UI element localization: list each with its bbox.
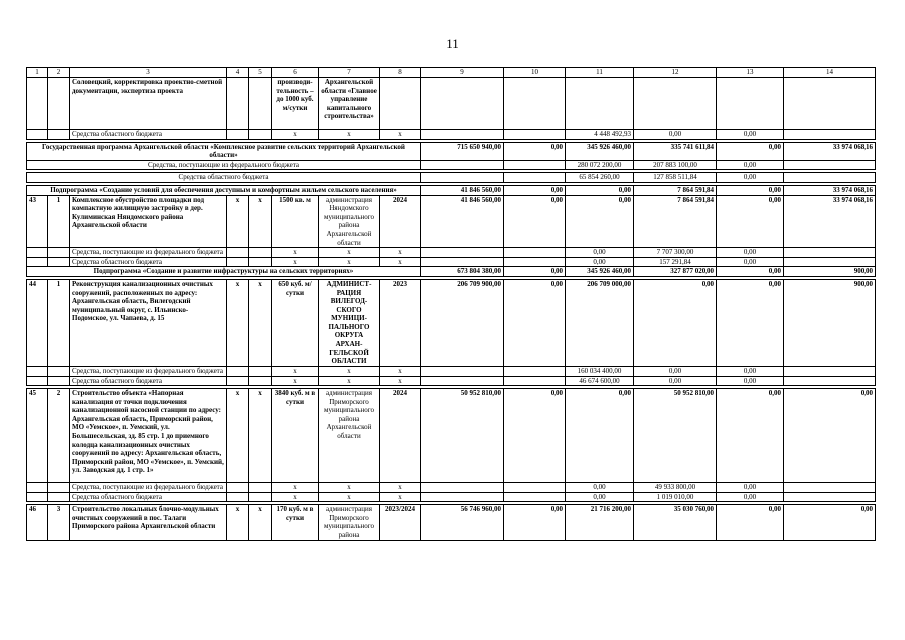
amount: 46 674 600,00 xyxy=(566,376,634,386)
table-row xyxy=(27,483,876,493)
funding-source: Средства, поступающие из федерального бюджета xyxy=(70,483,227,493)
col-num: 1 xyxy=(27,68,48,78)
cell: х xyxy=(272,483,319,493)
cell: х xyxy=(272,130,319,140)
cell: х xyxy=(249,279,272,366)
amount: 0,00 xyxy=(634,376,717,386)
col-num: 9 xyxy=(421,68,504,78)
capacity: 1500 кв. м xyxy=(272,195,319,248)
amount: 0,00 xyxy=(717,248,784,258)
cell xyxy=(504,78,566,130)
amount: 127 858 511,84 xyxy=(634,173,717,183)
funding-source: Средства областного бюджета xyxy=(27,173,421,183)
customer: администрация Няндомского муниципального района Архангельской области xyxy=(319,195,380,248)
cell: х xyxy=(227,389,249,483)
cell: х xyxy=(319,248,380,258)
cell: х xyxy=(227,195,249,248)
amount: 0,00 xyxy=(566,257,634,267)
cell: х xyxy=(227,279,249,366)
cell: х xyxy=(249,505,272,541)
cell: х xyxy=(227,505,249,541)
cell: х xyxy=(380,376,421,386)
amount: 7 864 591,84 xyxy=(634,185,717,195)
amount: 0,00 xyxy=(566,483,634,493)
cell: х xyxy=(319,376,380,386)
amount: 7 864 591,84 xyxy=(634,195,717,248)
col-num: 14 xyxy=(784,68,876,78)
amount: 0,00 xyxy=(717,160,784,170)
amount: 157 291,84 xyxy=(634,257,717,267)
table-row xyxy=(27,492,876,502)
cell: х xyxy=(319,492,380,502)
amount: 0,00 xyxy=(504,505,566,541)
amount: 0,00 xyxy=(717,130,784,140)
object-name: Строительство локальных блочно-модульных очистных сооружений в пос. Талаги Приморского района Архангельской области xyxy=(70,505,227,541)
amount: 900,00 xyxy=(784,267,876,277)
table-row xyxy=(27,248,876,258)
page-number: 11 xyxy=(446,36,459,51)
customer: администрация Приморского муниципального района Архангельской области xyxy=(319,389,380,483)
cell xyxy=(566,78,634,130)
amount: 0,00 xyxy=(717,195,784,248)
col-num: 6 xyxy=(272,68,319,78)
cell: х xyxy=(319,130,380,140)
col-num: 13 xyxy=(717,68,784,78)
cell: х xyxy=(272,248,319,258)
funding-source: Средства, поступающие из федерального бюджета xyxy=(70,248,227,258)
amount: 673 804 380,00 xyxy=(421,267,504,277)
amount: 0,00 xyxy=(717,389,784,483)
amount: 33 974 068,16 xyxy=(784,142,876,160)
amount: 50 952 810,00 xyxy=(634,389,717,483)
col-num: 4 xyxy=(227,68,249,78)
table-row xyxy=(27,173,876,183)
capacity: производи-тельность – до 1000 куб. м/сутки xyxy=(272,78,319,130)
customer: администрация Приморского муниципального района xyxy=(319,505,380,541)
amount: 0,00 xyxy=(717,185,784,195)
year: 2024 xyxy=(380,195,421,248)
table-row xyxy=(27,366,876,376)
amount: 65 854 260,00 xyxy=(566,173,634,183)
amount: 0,00 xyxy=(784,505,876,541)
object-name: Соловецкий, корректировка проектно-сметной документации, экспертиза проекта xyxy=(70,78,227,130)
funding-source: Средства, поступающие из федерального бюджета xyxy=(70,366,227,376)
amount: 0,00 xyxy=(717,492,784,502)
cell xyxy=(717,78,784,130)
funding-source: Средства, поступающие из федерального бюджета xyxy=(27,160,421,170)
capacity: 650 куб. м/сутки xyxy=(272,279,319,366)
amount: 335 741 611,84 xyxy=(634,142,717,160)
cell: х xyxy=(380,492,421,502)
amount: 56 746 960,00 xyxy=(421,505,504,541)
row-subnumber: 1 xyxy=(48,279,70,366)
subprogram-row xyxy=(27,267,876,277)
funding-source: Средства областного бюджета xyxy=(70,376,227,386)
amount: 0,00 xyxy=(566,492,634,502)
amount: 49 933 800,00 xyxy=(634,483,717,493)
amount: 715 650 940,00 xyxy=(421,142,504,160)
amount: 21 716 200,00 xyxy=(566,505,634,541)
amount: 0,00 xyxy=(634,366,717,376)
object-name: Строительство объекта «Напорная канализация от точки подключения канализационной насосной станции по адресу: Архангельская область, Приморский район, МО «Уемское», п. Уемский, ул. Большесельская, зд. 85 стр. 1 до приемного колодца канализационных очистных сооружений по адресу: Архангельская область, Приморский район, МО «Уемское», п. Уемский, ул. Заводская дд. 1 стр. 1» xyxy=(70,389,227,483)
cell xyxy=(784,78,876,130)
cell xyxy=(634,78,717,130)
amount: 0,00 xyxy=(717,505,784,541)
cell: х xyxy=(380,366,421,376)
amount: 0,00 xyxy=(504,142,566,160)
amount: 0,00 xyxy=(717,257,784,267)
cell: х xyxy=(380,483,421,493)
amount: 1 019 010,00 xyxy=(634,492,717,502)
col-num: 7 xyxy=(319,68,380,78)
amount: 7 707 300,00 xyxy=(634,248,717,258)
amount: 0,00 xyxy=(504,389,566,483)
amount: 41 846 560,00 xyxy=(421,185,504,195)
table-row xyxy=(27,78,876,130)
cell xyxy=(227,78,249,130)
amount: 206 709 900,00 xyxy=(421,279,504,366)
table-row xyxy=(27,279,876,366)
program-title: Государственная программа Архангельской области «Комплексное развитие сельских территорий Архангельской области» xyxy=(27,142,421,160)
funding-source: Средства областного бюджета xyxy=(70,257,227,267)
row-subnumber: 2 xyxy=(48,389,70,483)
col-num: 2 xyxy=(48,68,70,78)
amount: 0,00 xyxy=(634,130,717,140)
amount: 50 952 810,00 xyxy=(421,389,504,483)
amount: 0,00 xyxy=(504,267,566,277)
table-row xyxy=(27,195,876,248)
budget-table xyxy=(26,67,876,541)
funding-source: Средства областного бюджета xyxy=(70,130,227,140)
col-num: 12 xyxy=(634,68,717,78)
cell xyxy=(380,78,421,130)
amount: 35 030 760,00 xyxy=(634,505,717,541)
cell: х xyxy=(380,130,421,140)
amount: 0,00 xyxy=(717,279,784,366)
amount: 0,00 xyxy=(717,483,784,493)
row-subnumber: 1 xyxy=(48,195,70,248)
row-number: 46 xyxy=(27,505,48,541)
amount: 0,00 xyxy=(634,279,717,366)
year: 2023/2024 xyxy=(380,505,421,541)
cell: х xyxy=(272,366,319,376)
program-row xyxy=(27,142,876,160)
row-number: 44 xyxy=(27,279,48,366)
amount: 4 448 492,93 xyxy=(566,130,634,140)
cell xyxy=(48,78,70,130)
subprogram-title: Подпрограмма «Создание условий для обеспечения доступным и комфортным жильем сельского населения» xyxy=(27,185,421,195)
amount: 327 877 020,00 xyxy=(634,267,717,277)
amount: 0,00 xyxy=(566,185,634,195)
col-num: 3 xyxy=(70,68,227,78)
col-num: 8 xyxy=(380,68,421,78)
col-num: 5 xyxy=(249,68,272,78)
amount: 0,00 xyxy=(566,389,634,483)
cell: х xyxy=(380,248,421,258)
cell: х xyxy=(319,483,380,493)
subprogram-row xyxy=(27,185,876,195)
cell: х xyxy=(272,492,319,502)
funding-source: Средства областного бюджета xyxy=(70,492,227,502)
cell xyxy=(421,78,504,130)
cell xyxy=(249,78,272,130)
amount: 41 846 560,00 xyxy=(421,195,504,248)
cell: х xyxy=(380,257,421,267)
cell: х xyxy=(319,366,380,376)
capacity: 170 куб. м в сутки xyxy=(272,505,319,541)
amount: 0,00 xyxy=(504,195,566,248)
cell xyxy=(27,78,48,130)
year: 2024 xyxy=(380,389,421,483)
year: 2023 xyxy=(380,279,421,366)
cell: х xyxy=(249,389,272,483)
amount: 0,00 xyxy=(566,248,634,258)
cell: х xyxy=(249,195,272,248)
table-row xyxy=(27,505,876,541)
cell: х xyxy=(272,376,319,386)
amount: 280 072 200,00 xyxy=(566,160,634,170)
subprogram-title: Подпрограмма «Создание и развитие инфраструктуры на сельских территориях» xyxy=(27,267,421,277)
amount: 0,00 xyxy=(717,173,784,183)
amount: 0,00 xyxy=(504,185,566,195)
amount: 0,00 xyxy=(717,366,784,376)
amount: 900,00 xyxy=(784,279,876,366)
customer: Архангельской области «Главное управление капитального строительства» xyxy=(319,78,380,130)
amount: 0,00 xyxy=(717,376,784,386)
col-num: 10 xyxy=(504,68,566,78)
table-row xyxy=(27,160,876,170)
amount: 0,00 xyxy=(504,279,566,366)
amount: 206 709 000,00 xyxy=(566,279,634,366)
amount: 345 926 460,00 xyxy=(566,142,634,160)
amount: 33 974 068,16 xyxy=(784,185,876,195)
row-number: 43 xyxy=(27,195,48,248)
capacity: 3840 куб. м в сутки xyxy=(272,389,319,483)
row-subnumber: 3 xyxy=(48,505,70,541)
table-row xyxy=(27,389,876,483)
amount: 345 926 460,00 xyxy=(566,267,634,277)
cell: х xyxy=(319,257,380,267)
customer: АДМИНИСТ-РАЦИЯ ВИЛЕГОД-СКОГО МУНИЦИ-ПАЛЬНОГО ОКРУГА АРХАН-ГЕЛЬСКОЙ ОБЛАСТИ xyxy=(319,279,380,366)
table-row xyxy=(27,257,876,267)
cell: х xyxy=(272,257,319,267)
row-number: 45 xyxy=(27,389,48,483)
table-row xyxy=(27,130,876,140)
col-num: 11 xyxy=(566,68,634,78)
amount: 207 883 100,00 xyxy=(634,160,717,170)
amount: 0,00 xyxy=(717,267,784,277)
object-name: Реконструкция канализационных очистных сооружений, расположенных по адресу: Архангельская область, Вилегодский муниципальный округ, с. Ильинско-Подомское, ул. Чапаева, д. 15 xyxy=(70,279,227,366)
amount: 0,00 xyxy=(717,142,784,160)
amount: 160 034 400,00 xyxy=(566,366,634,376)
amount: 0,00 xyxy=(784,389,876,483)
amount: 0,00 xyxy=(566,195,634,248)
table-row xyxy=(27,376,876,386)
amount: 33 974 068,16 xyxy=(784,195,876,248)
object-name: Комплексное обустройство площадки под компактную жилищную застройку в дер. Кулиминская Няндомского района Архангельской области xyxy=(70,195,227,248)
column-number-row xyxy=(27,68,876,78)
